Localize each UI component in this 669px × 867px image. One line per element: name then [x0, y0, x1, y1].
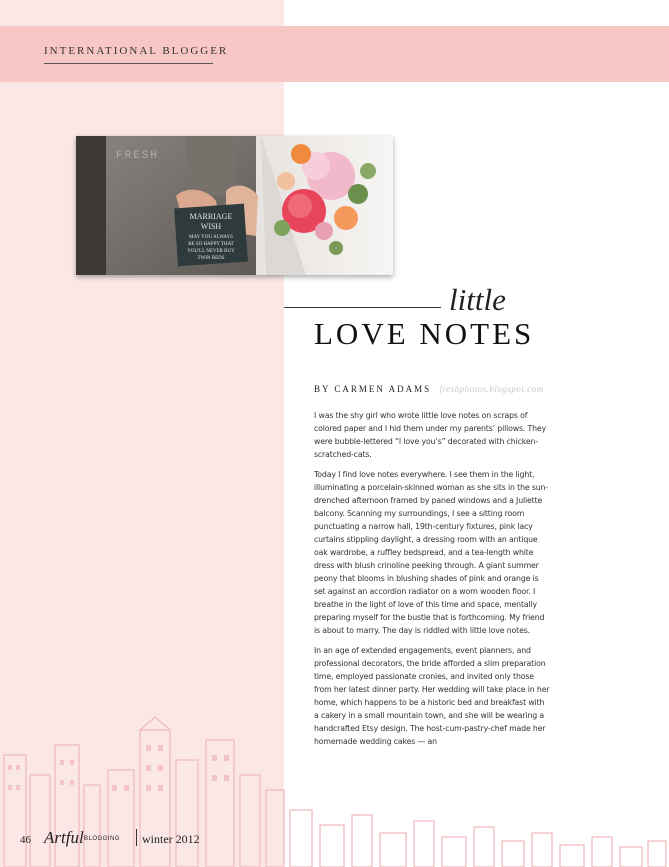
svg-text:MAY YOU ALWAYS: MAY YOU ALWAYS: [189, 235, 233, 240]
paragraph: I was the shy girl who wrote little love notes on scraps of colored paper and I hid them under my parents’ pillows. They were bubble-lettered “I love you’s” decorated with chicken-scratched-cats.: [314, 411, 547, 459]
footer-separator: [136, 829, 137, 846]
article-photo: [76, 136, 393, 275]
svg-text:FRESH: FRESH: [116, 150, 160, 162]
paragraph: In an age of extended engagements, event planners, and professional decorators, the bride afforded a slim preparation time, employed passionate cronies, and invited only those from her latest dinner party. Her wedding will take place in her home, which happens to be a historic bed and breakfast with a cakery in a small mountain town, and she will be wearing a handcrafted Etsy design. The host-cum-pastry-chef made her homemade wedding cakes — an: [314, 646, 550, 746]
svg-text:YOU'LL NEVER BUY: YOU'LL NEVER BUY: [187, 249, 235, 254]
article-title: LOVE NOTES: [314, 316, 535, 351]
issue-date: winter 2012: [142, 832, 200, 846]
page-number: 46: [20, 834, 31, 846]
byline: [314, 384, 544, 394]
article-title-small: little: [449, 282, 506, 317]
magazine-logo: Artful: [44, 828, 84, 847]
city-skyline-illustration: [0, 715, 669, 867]
photo-credit: freshphotos.blogspot.com: [439, 384, 544, 394]
article-body: [314, 409, 550, 755]
section-underline: [44, 63, 213, 64]
svg-text:MARRIAGE: MARRIAGE: [189, 212, 233, 221]
section-label: INTERNATIONAL BLOGGER: [44, 45, 229, 57]
svg-text:TWIN BEDS: TWIN BEDS: [197, 256, 225, 261]
byline-author: BY CARMEN ADAMS: [314, 384, 432, 394]
svg-text:BE SO HAPPY THAT: BE SO HAPPY THAT: [188, 242, 234, 247]
paragraph: Today I find love notes everywhere. I see them in the light, illuminating a porcelain-skinned woman as she sits in the sun-drenched afternoon framed by paned windows and a Juliette balcony. Scanning my surroundings, I see a sitting room punctuating a narrow hall, 19th-century fixtures, pink lacy curtains stippling daylight, a dressing room with an antique oak wardrobe, a ruffley bedspread, and a tea-length white dress with blush crinoline peeking through. A giant summer peony that blooms in blushing shades of pink and orange is set against an accordion radiator on a worn wooden floor. I breathe in the light of love of this time and space, mentally preparing myself for the bustle that is forthcoming. My friend is about to marry. The day is riddled with little love notes.: [314, 470, 549, 635]
svg-text:WISH: WISH: [200, 222, 222, 231]
title-rule: [284, 307, 441, 308]
magazine-logo-sub: BLOGGING: [84, 836, 121, 842]
